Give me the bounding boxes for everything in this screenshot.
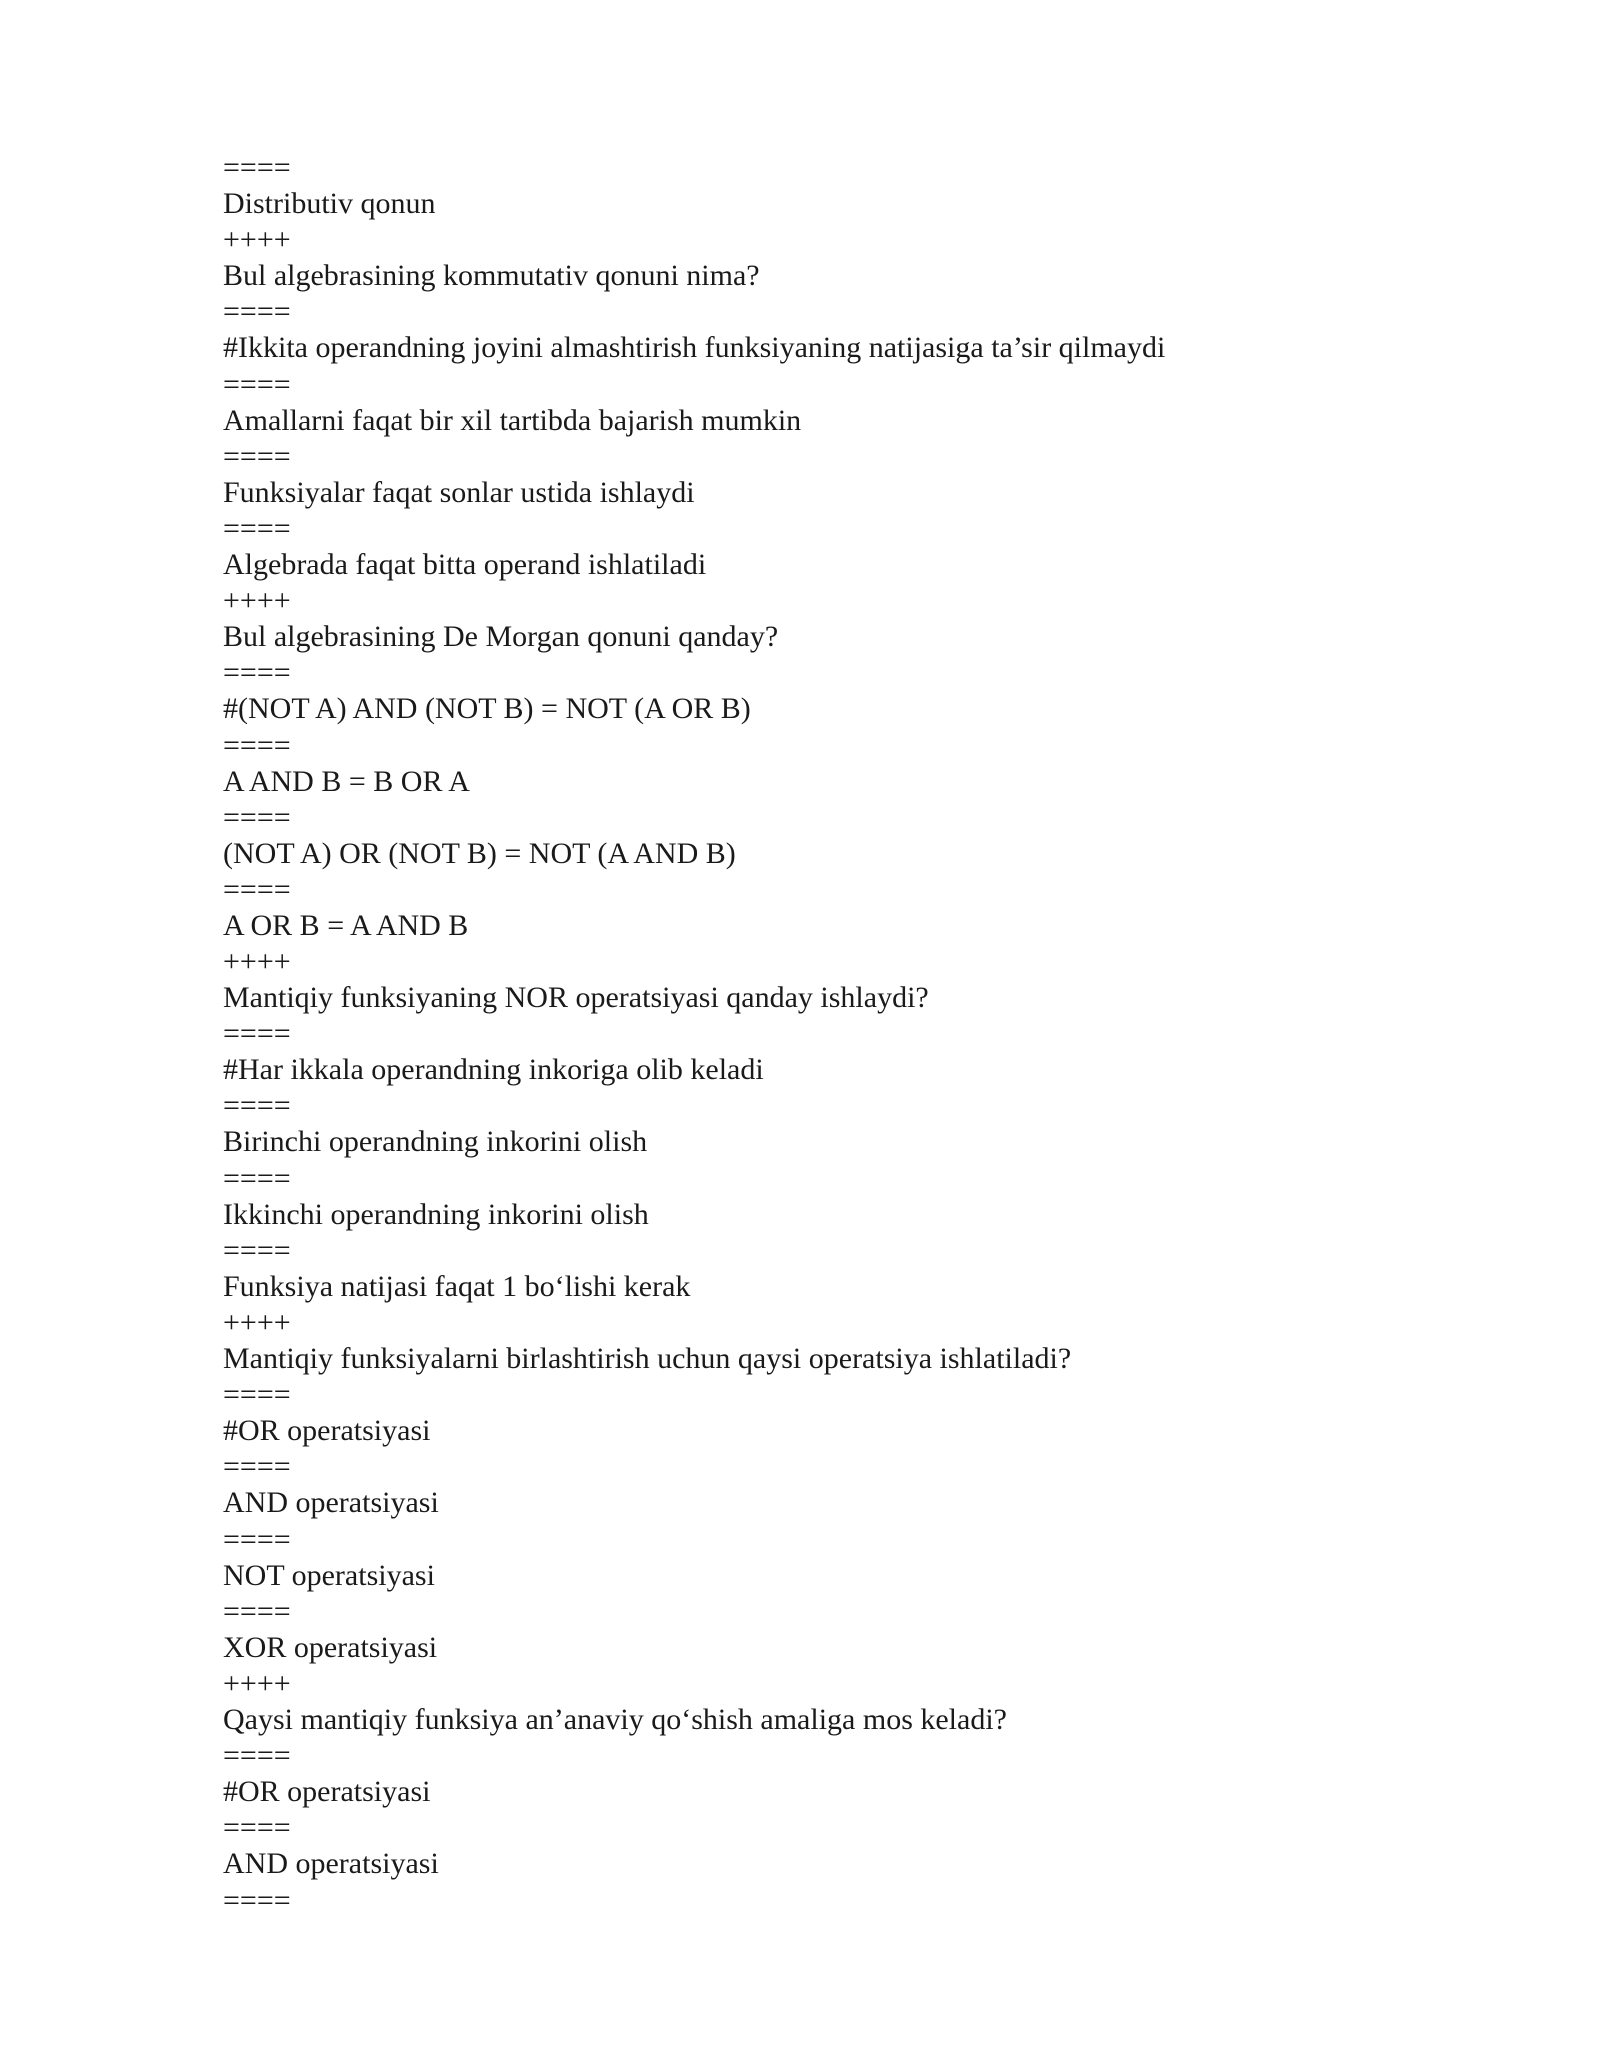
text-block bbox=[223, 655, 1473, 727]
answer-option: Funksiya natijasi faqat 1 bo‘lishi kerak bbox=[223, 1269, 691, 1303]
text-block bbox=[223, 1088, 1473, 1160]
answer-separator: ==== bbox=[223, 1594, 291, 1628]
answer-separator: ==== bbox=[223, 1739, 291, 1773]
answer-separator: ==== bbox=[223, 439, 291, 473]
text-block bbox=[223, 1522, 1473, 1594]
question-separator: ++++ bbox=[223, 945, 291, 979]
text-block bbox=[223, 1161, 1473, 1233]
question-text: Mantiqiy funksiyaning NOR operatsiyasi qanday ishlaydi? bbox=[223, 981, 929, 1015]
answer-separator: ==== bbox=[223, 1017, 291, 1051]
text-block bbox=[223, 150, 1473, 222]
answer-option: XOR operatsiyasi bbox=[223, 1630, 438, 1664]
answer-option: (NOT A) OR (NOT B) = NOT (A AND B) bbox=[223, 836, 736, 870]
text-block bbox=[223, 1810, 1473, 1882]
document-body bbox=[223, 150, 1473, 1919]
answer-separator: ==== bbox=[223, 1233, 291, 1267]
text-block bbox=[223, 1883, 1473, 1919]
answer-separator: ==== bbox=[223, 1161, 291, 1195]
answer-option: NOT operatsiyasi bbox=[223, 1558, 435, 1592]
answer-option: AND operatsiyasi bbox=[223, 1486, 439, 1520]
question-text: Bul algebrasining De Morgan qonuni qanday? bbox=[223, 620, 779, 654]
answer-separator: ==== bbox=[223, 728, 291, 762]
answer-option: A AND B = B OR A bbox=[223, 764, 470, 798]
answer-separator: ==== bbox=[223, 872, 291, 906]
answer-option: Funksiyalar faqat sonlar ustida ishlaydi bbox=[223, 475, 695, 509]
answer-separator: ==== bbox=[223, 295, 291, 329]
text-block bbox=[223, 294, 1473, 366]
text-block bbox=[223, 367, 1473, 439]
answer-separator: ==== bbox=[223, 511, 291, 545]
correct-answer-option: #OR operatsiyasi bbox=[223, 1775, 431, 1809]
question-separator: ++++ bbox=[223, 1666, 291, 1700]
text-block bbox=[223, 944, 1473, 1016]
answer-separator: ==== bbox=[223, 1811, 291, 1845]
text-block bbox=[223, 583, 1473, 655]
answer-option: Ikkinchi operandning inkorini olish bbox=[223, 1197, 649, 1231]
text-block bbox=[223, 439, 1473, 511]
text-block bbox=[223, 1738, 1473, 1810]
text-block bbox=[223, 511, 1473, 583]
answer-separator: ==== bbox=[223, 367, 291, 401]
question-text: Qaysi mantiqiy funksiya an’anaviy qo‘shish amaliga mos keladi? bbox=[223, 1702, 1007, 1736]
answer-option: Birinchi operandning inkorini olish bbox=[223, 1125, 648, 1159]
answer-option: Amallarni faqat bir xil tartibda bajarish mumkin bbox=[223, 403, 802, 437]
text-block bbox=[223, 1305, 1473, 1377]
question-separator: ++++ bbox=[223, 1306, 291, 1339]
correct-answer-option: #OR operatsiyasi bbox=[223, 1414, 431, 1448]
answer-option: AND operatsiyasi bbox=[223, 1847, 439, 1881]
correct-answer-option: #(NOT A) AND (NOT B) = NOT (A OR B) bbox=[223, 692, 751, 726]
answer-separator: ==== bbox=[223, 1883, 291, 1917]
text-block bbox=[223, 222, 1473, 294]
text-block bbox=[223, 800, 1473, 872]
text-block bbox=[223, 1233, 1473, 1305]
question-text: Bul algebrasining kommutativ qonuni nima? bbox=[223, 259, 760, 293]
text-block bbox=[223, 1666, 1473, 1738]
answer-option: Distributiv qonun bbox=[223, 187, 436, 220]
answer-option: A OR B = A AND B bbox=[223, 908, 469, 942]
text-block bbox=[223, 1594, 1473, 1666]
correct-answer-option: #Ikkita operandning joyini almashtirish funksiyaning natijasiga ta’sir qilmaydi bbox=[223, 331, 1166, 365]
answer-separator: ==== bbox=[223, 656, 291, 690]
answer-separator: ==== bbox=[223, 1089, 291, 1123]
correct-answer-option: #Har ikkala operandning inkoriga olib keladi bbox=[223, 1053, 764, 1087]
answer-separator: ==== bbox=[223, 800, 291, 834]
text-block bbox=[223, 1449, 1473, 1521]
question-text: Mantiqiy funksiyalarni birlashtirish uchun qaysi operatsiya ishlatiladi? bbox=[223, 1342, 1072, 1375]
text-block bbox=[223, 728, 1473, 800]
answer-option: Algebrada faqat bitta operand ishlatiladi bbox=[223, 547, 707, 581]
text-block bbox=[223, 1016, 1473, 1088]
question-separator: ++++ bbox=[223, 584, 291, 618]
question-separator: ++++ bbox=[223, 223, 291, 257]
text-block bbox=[223, 1377, 1473, 1449]
answer-separator: ==== bbox=[223, 1522, 291, 1556]
answer-separator: ==== bbox=[223, 151, 291, 184]
answer-separator: ==== bbox=[223, 1450, 291, 1484]
answer-separator: ==== bbox=[223, 1378, 291, 1412]
text-block bbox=[223, 872, 1473, 944]
